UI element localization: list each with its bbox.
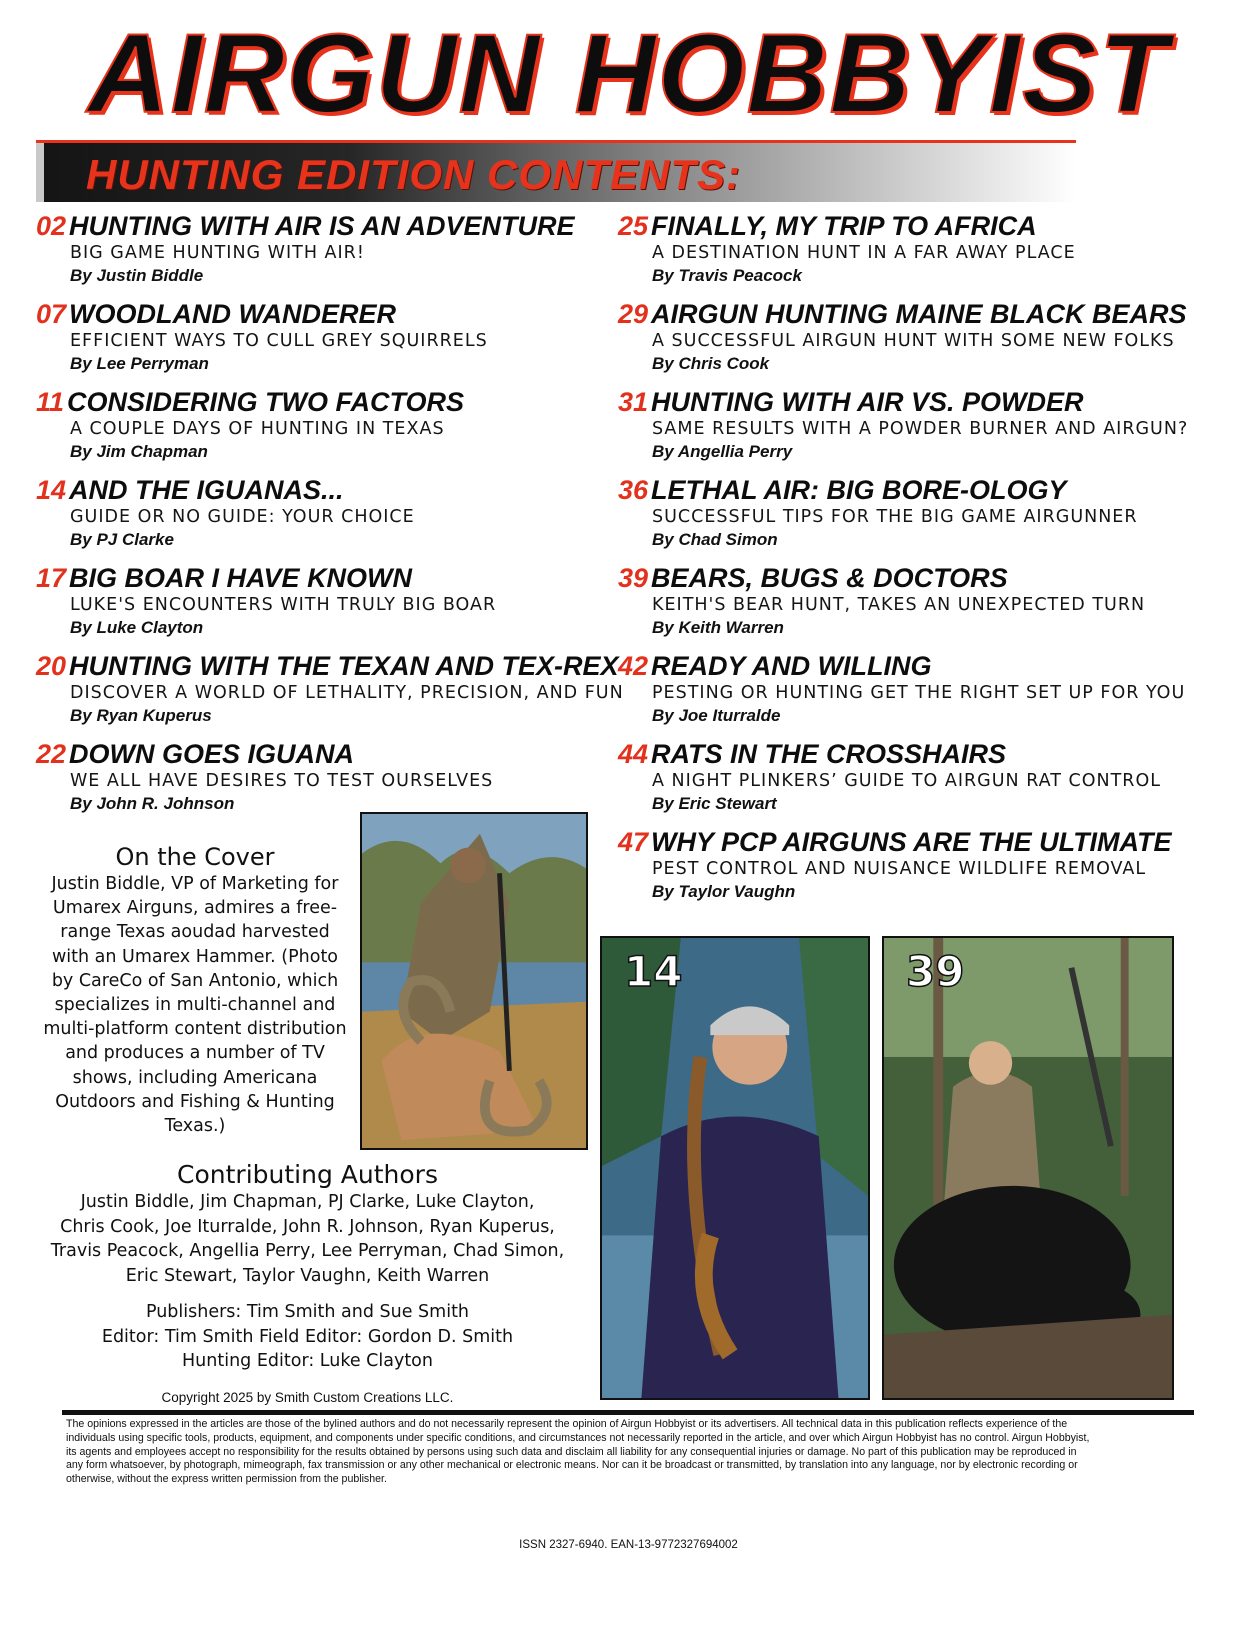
publisher-credits bbox=[20, 1300, 595, 1374]
toc-subtitle: A SUCCESSFUL AIRGUN HUNT WITH SOME NEW FOLKS bbox=[652, 331, 1175, 351]
caption-line: shows, including Americana bbox=[72, 1067, 318, 1088]
caption-line: by CareCo of San Antonio, which bbox=[51, 970, 339, 991]
authors-line: Eric Stewart, Taylor Vaughn, Keith Warren bbox=[125, 1265, 490, 1286]
toc-page-number: 39 bbox=[618, 563, 649, 593]
toc-page-number: 42 bbox=[618, 651, 649, 681]
toc-heading bbox=[618, 386, 1218, 418]
toc-title: READY AND WILLING bbox=[651, 651, 932, 681]
toc-page-number: 25 bbox=[618, 211, 649, 241]
disclaimer-line: otherwise, without the express written permission from the publisher. bbox=[66, 1473, 387, 1486]
contents-banner-title: HUNTING EDITION CONTENTS: bbox=[86, 151, 741, 198]
toc-entry[interactable] bbox=[618, 210, 1218, 298]
disclaimer-text bbox=[66, 1418, 1198, 1487]
toc-page-number: 36 bbox=[618, 475, 649, 505]
toc-heading bbox=[36, 474, 616, 506]
toc-page-number: 47 bbox=[618, 827, 649, 857]
toc-title: HUNTING WITH AIR VS. POWDER bbox=[651, 387, 1084, 417]
cover-photo[interactable] bbox=[360, 812, 588, 1150]
toc-heading bbox=[36, 738, 616, 770]
disclaimer-line: The opinions expressed in the articles are those of the bylined authors and do not necessarily represent the opinion of Airgun Hobbyist or its advertisers. All technical data in this publication reflects experience of the bbox=[66, 1418, 1068, 1430]
toc-heading bbox=[36, 210, 616, 242]
iguana-photo[interactable] bbox=[600, 936, 870, 1400]
iguana-photo-image bbox=[602, 938, 868, 1398]
toc-entry[interactable] bbox=[36, 386, 616, 474]
caption-line: Texas.) bbox=[164, 1116, 226, 1137]
toc-subtitle: WE ALL HAVE DESIRES TO TEST OURSELVES bbox=[70, 771, 494, 791]
on-the-cover-caption bbox=[36, 872, 354, 1138]
disclaimer-line: its agents and employees accept no responsibility for the results obtained by persons using such data and disclaim all liability for any consequential injuries or damage. No part of this publication may be reproduced in bbox=[66, 1445, 1077, 1458]
caption-line: Outdoors and Fishing & Hunting bbox=[55, 1091, 335, 1112]
contributing-authors bbox=[20, 1160, 595, 1288]
toc-subtitle: LUKE'S ENCOUNTERS WITH TRULY BIG BOAR bbox=[70, 595, 497, 615]
toc-entry[interactable] bbox=[36, 210, 616, 298]
masthead-title: AIRGUN HOBBYIST bbox=[87, 11, 1170, 136]
toc-title: HUNTING WITH AIR IS AN ADVENTURE bbox=[69, 211, 575, 241]
toc-byline: By Angellia Perry bbox=[652, 442, 793, 461]
authors-line: Justin Biddle, Jim Chapman, PJ Clarke, Luke Clayton, bbox=[80, 1192, 535, 1212]
publisher-line: Hunting Editor: Luke Clayton bbox=[182, 1351, 433, 1371]
toc-byline: By John R. Johnson bbox=[70, 794, 235, 813]
toc-page-number: 20 bbox=[36, 651, 67, 681]
toc-subtitle: EFFICIENT WAYS TO CULL GREY SQUIRRELS bbox=[70, 331, 488, 351]
toc-heading bbox=[618, 650, 1218, 682]
toc-entry[interactable] bbox=[618, 562, 1218, 650]
toc-byline: By Chris Cook bbox=[652, 354, 770, 373]
toc-heading bbox=[36, 650, 619, 682]
toc-byline: By Lee Perryman bbox=[70, 354, 209, 373]
contents-right-column bbox=[618, 210, 1218, 914]
toc-title: CONSIDERING TWO FACTORS bbox=[67, 387, 465, 417]
toc-title: BIG BOAR I HAVE KNOWN bbox=[69, 563, 413, 593]
toc-entry[interactable] bbox=[36, 474, 616, 562]
toc-title: BEARS, BUGS & DOCTORS bbox=[651, 563, 1008, 593]
authors-line: Chris Cook, Joe Iturralde, John R. Johnson, Ryan Kuperus, bbox=[60, 1216, 555, 1237]
toc-subtitle: SAME RESULTS WITH A POWDER BURNER AND AIRGUN? bbox=[652, 419, 1189, 439]
toc-page-number: 02 bbox=[36, 211, 67, 241]
toc-subtitle: A DESTINATION HUNT IN A FAR AWAY PLACE bbox=[652, 243, 1076, 263]
toc-entry[interactable] bbox=[618, 474, 1218, 562]
toc-heading bbox=[618, 474, 1218, 506]
toc-byline: By Jim Chapman bbox=[70, 442, 208, 461]
on-the-cover bbox=[36, 842, 354, 1138]
toc-page-number: 29 bbox=[618, 299, 649, 329]
toc-byline: By PJ Clarke bbox=[70, 530, 174, 549]
toc-page-number: 07 bbox=[36, 299, 67, 329]
toc-page-number: 14 bbox=[36, 475, 67, 505]
contents-banner bbox=[36, 140, 1076, 202]
toc-page-number: 22 bbox=[36, 739, 67, 769]
disclaimer-line: any form whatsoever, by photograph, mimeograph, fax transmission or any other mechanical or electronic means. Nor can it be broadcast or transmitted, by translation into any language, nor by electronic recording or bbox=[66, 1459, 1078, 1472]
toc-subtitle: KEITH'S BEAR HUNT, TAKES AN UNEXPECTED TURN bbox=[652, 595, 1146, 615]
toc-heading bbox=[36, 386, 616, 418]
toc-byline: By Eric Stewart bbox=[652, 794, 777, 813]
toc-heading bbox=[618, 210, 1218, 242]
toc-page-number: 11 bbox=[36, 387, 65, 417]
toc-heading bbox=[36, 562, 616, 594]
toc-entry[interactable] bbox=[36, 650, 624, 738]
toc-subtitle: PESTING OR HUNTING GET THE RIGHT SET UP FOR YOU bbox=[652, 683, 1186, 703]
contents-left-column bbox=[36, 210, 624, 826]
toc-entry[interactable] bbox=[618, 386, 1218, 474]
toc-entry[interactable] bbox=[618, 298, 1218, 386]
on-the-cover-heading: On the Cover bbox=[115, 843, 275, 871]
toc-heading bbox=[618, 826, 1218, 858]
toc-page-number: 31 bbox=[618, 387, 649, 417]
iguana-photo-page-number: 14 bbox=[624, 947, 683, 996]
toc-title: RATS IN THE CROSSHAIRS bbox=[651, 739, 1007, 769]
bear-photo-image bbox=[884, 938, 1172, 1398]
toc-subtitle: SUCCESSFUL TIPS FOR THE BIG GAME AIRGUNNER bbox=[652, 507, 1138, 527]
toc-subtitle: A COUPLE DAYS OF HUNTING IN TEXAS bbox=[70, 419, 445, 439]
toc-subtitle: A NIGHT PLINKERS’ GUIDE TO AIRGUN RAT CONTROL bbox=[652, 771, 1161, 791]
toc-title: WOODLAND WANDERER bbox=[69, 299, 397, 329]
toc-entry[interactable] bbox=[618, 650, 1218, 738]
toc-byline: By Chad Simon bbox=[652, 530, 778, 549]
authors-line: Travis Peacock, Angellia Perry, Lee Perryman, Chad Simon, bbox=[50, 1241, 565, 1261]
toc-byline: By Travis Peacock bbox=[652, 266, 802, 285]
contributing-authors-heading: Contributing Authors bbox=[177, 1160, 438, 1189]
publisher-line: Publishers: Tim Smith and Sue Smith bbox=[145, 1302, 470, 1322]
toc-subtitle: DISCOVER A WORLD OF LETHALITY, PRECISION, AND FUN bbox=[70, 683, 624, 703]
toc-title: AIRGUN HUNTING MAINE BLACK BEARS bbox=[651, 299, 1187, 329]
toc-page-number: 17 bbox=[36, 563, 67, 593]
toc-title: FINALLY, MY TRIP TO AFRICA bbox=[651, 211, 1037, 241]
copyright-notice: Copyright 2025 by Smith Custom Creations LLC. bbox=[161, 1390, 454, 1405]
caption-line: with an Umarex Hammer. (Photo bbox=[51, 946, 339, 967]
caption-line: range Texas aoudad harvested bbox=[60, 922, 330, 943]
bear-photo-page-number: 39 bbox=[906, 947, 965, 996]
issn-barcode-text: ISSN 2327-6940. EAN-13-9772327694002 bbox=[519, 1539, 738, 1551]
caption-line: and produces a number of TV bbox=[65, 1043, 325, 1064]
contributing-authors-list bbox=[20, 1190, 595, 1288]
toc-byline: By Keith Warren bbox=[652, 618, 784, 637]
toc-byline: By Justin Biddle bbox=[70, 266, 204, 285]
toc-subtitle: GUIDE OR NO GUIDE: YOUR CHOICE bbox=[70, 507, 415, 527]
toc-title: DOWN GOES IGUANA bbox=[69, 739, 355, 769]
toc-subtitle: BIG GAME HUNTING WITH AIR! bbox=[70, 243, 365, 263]
toc-byline: By Taylor Vaughn bbox=[652, 882, 796, 901]
toc-heading bbox=[618, 562, 1218, 594]
toc-heading bbox=[618, 298, 1218, 330]
toc-entry[interactable] bbox=[36, 298, 616, 386]
caption-line: Justin Biddle, VP of Marketing for bbox=[51, 874, 339, 894]
toc-entry[interactable] bbox=[36, 562, 616, 650]
toc-heading bbox=[36, 298, 616, 330]
toc-page-number: 44 bbox=[618, 739, 649, 769]
disclaimer-line: individuals using specific tools, products, equipment, and components under specific conditions, and circumstances not necessarily reported in the article, and over which Airgun Hobbyist has no control. Airgun Hobbyist, bbox=[66, 1431, 1090, 1444]
toc-title: AND THE IGUANAS... bbox=[69, 475, 344, 505]
footer-divider bbox=[62, 1410, 1194, 1415]
toc-subtitle: PEST CONTROL AND NUISANCE WILDLIFE REMOVAL bbox=[652, 859, 1147, 879]
toc-title: LETHAL AIR: BIG BORE-OLOGY bbox=[651, 475, 1067, 505]
cover-photo-image bbox=[362, 814, 586, 1148]
toc-title: HUNTING WITH THE TEXAN AND TEX-REX bbox=[69, 651, 619, 681]
toc-heading bbox=[618, 738, 1218, 770]
caption-line: specializes in multi-channel and bbox=[54, 995, 336, 1016]
toc-byline: By Luke Clayton bbox=[70, 618, 204, 637]
toc-entry[interactable] bbox=[618, 738, 1218, 826]
publisher-line: Editor: Tim Smith Field Editor: Gordon D. Smith bbox=[101, 1326, 514, 1347]
toc-byline: By Ryan Kuperus bbox=[70, 706, 212, 725]
bear-photo[interactable] bbox=[882, 936, 1174, 1400]
toc-entry[interactable] bbox=[618, 826, 1218, 914]
toc-byline: By Joe Iturralde bbox=[652, 706, 781, 725]
caption-line: Umarex Airguns, admires a free- bbox=[52, 898, 338, 919]
toc-title: WHY PCP AIRGUNS ARE THE ULTIMATE bbox=[651, 827, 1172, 857]
caption-line: multi-platform content distribution bbox=[43, 1019, 347, 1040]
